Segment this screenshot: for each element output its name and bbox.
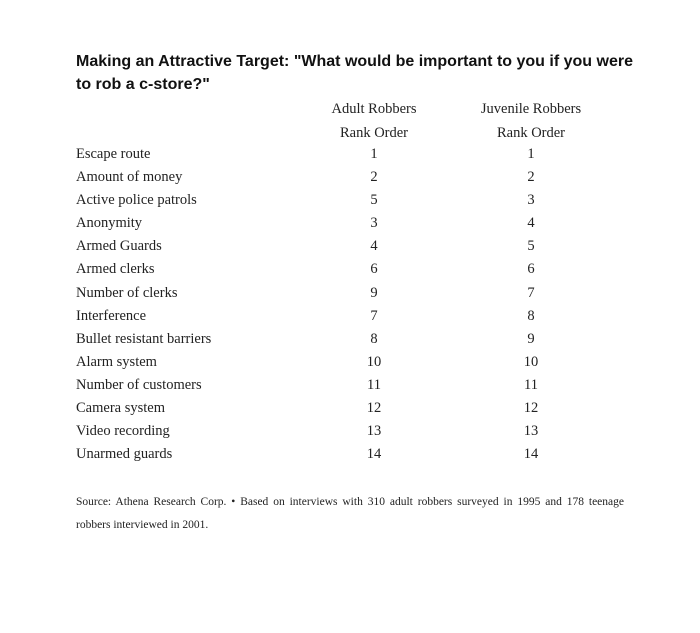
juvenile-rank-value: 4 bbox=[527, 215, 535, 232]
row-label: Active police patrols bbox=[76, 192, 197, 209]
adult-rank-value: 3 bbox=[370, 215, 378, 232]
table-row bbox=[0, 443, 700, 466]
row-label: Alarm system bbox=[76, 353, 157, 370]
row-label: Anonymity bbox=[76, 215, 143, 232]
column-header-juvenile-line1: Juvenile Robbers bbox=[480, 101, 582, 117]
row-label: Amount of money bbox=[76, 169, 183, 186]
juvenile-rank-value: 2 bbox=[527, 169, 535, 186]
row-label: Video recording bbox=[76, 423, 170, 440]
table-row bbox=[0, 189, 700, 212]
row-label: Number of customers bbox=[76, 376, 202, 393]
table-row bbox=[0, 374, 700, 397]
row-label: Camera system bbox=[76, 400, 165, 417]
table-row bbox=[0, 328, 700, 351]
table-row bbox=[0, 351, 700, 374]
row-label: Armed clerks bbox=[76, 261, 155, 278]
juvenile-rank-value: 10 bbox=[523, 353, 539, 370]
column-header-juvenile-robbers bbox=[458, 97, 604, 145]
table-row bbox=[0, 143, 700, 166]
row-label: Number of clerks bbox=[76, 284, 178, 301]
juvenile-rank-value: 9 bbox=[527, 330, 535, 347]
ranking-table-body bbox=[0, 143, 700, 466]
source-note: Source: Athena Research Corp. • Based on interviews with 310 adult robbers surveyed in 1995 and 178 teenage robbers interviewed in 2001. bbox=[76, 496, 624, 531]
adult-rank-value: 2 bbox=[370, 169, 378, 186]
column-header-adult-robbers bbox=[318, 97, 430, 145]
row-label: Interference bbox=[76, 307, 147, 324]
adult-rank-value: 14 bbox=[366, 446, 382, 463]
adult-rank-value: 12 bbox=[366, 400, 382, 417]
juvenile-rank-value: 6 bbox=[527, 261, 535, 278]
table-row bbox=[0, 258, 700, 281]
table-row bbox=[0, 420, 700, 443]
juvenile-rank-value: 3 bbox=[527, 192, 535, 209]
row-label: Bullet resistant barriers bbox=[76, 330, 212, 347]
juvenile-rank-value: 11 bbox=[524, 376, 538, 393]
juvenile-rank-value: 12 bbox=[523, 400, 539, 417]
table-row bbox=[0, 305, 700, 328]
table-row bbox=[0, 166, 700, 189]
column-header-juvenile-line2: Rank Order bbox=[496, 125, 566, 141]
adult-rank-value: 13 bbox=[366, 423, 382, 440]
juvenile-rank-value: 14 bbox=[523, 446, 539, 463]
adult-rank-value: 7 bbox=[370, 307, 378, 324]
adult-rank-value: 6 bbox=[370, 261, 378, 278]
table-row bbox=[0, 282, 700, 305]
adult-rank-value: 11 bbox=[367, 376, 381, 393]
row-label: Escape route bbox=[76, 146, 151, 162]
table-row bbox=[0, 212, 700, 235]
juvenile-rank-value: 5 bbox=[527, 238, 535, 255]
juvenile-rank-value: 13 bbox=[523, 423, 539, 440]
adult-rank-value: 1 bbox=[370, 146, 378, 162]
row-label: Armed Guards bbox=[76, 238, 162, 255]
column-header-adult-line2: Rank Order bbox=[339, 125, 409, 141]
table-row bbox=[0, 397, 700, 420]
row-label: Unarmed guards bbox=[76, 446, 173, 463]
table-row bbox=[0, 235, 700, 258]
adult-rank-value: 9 bbox=[370, 284, 378, 301]
adult-rank-value: 4 bbox=[370, 238, 378, 255]
column-header-adult-line1: Adult Robbers bbox=[331, 101, 417, 117]
juvenile-rank-value: 7 bbox=[527, 284, 535, 301]
table-title: Making an Attractive Target: "What would be important to you if you were to rob a c-store?" bbox=[76, 53, 633, 93]
juvenile-rank-value: 1 bbox=[527, 146, 535, 162]
juvenile-rank-value: 8 bbox=[527, 307, 535, 324]
adult-rank-value: 10 bbox=[366, 353, 382, 370]
adult-rank-value: 5 bbox=[370, 192, 378, 209]
adult-rank-value: 8 bbox=[370, 330, 378, 347]
